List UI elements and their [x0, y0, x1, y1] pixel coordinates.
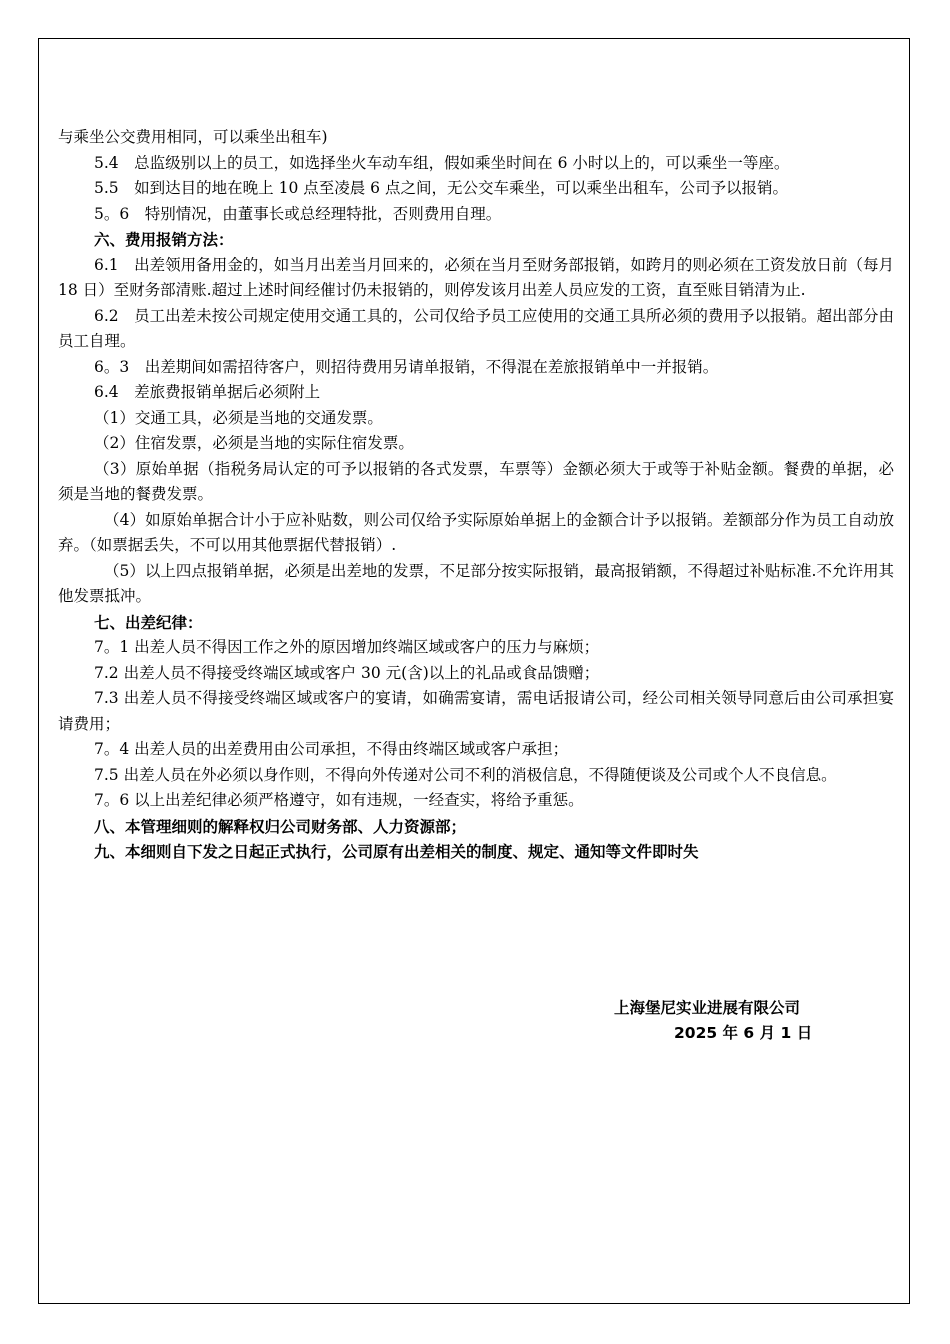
section-heading: 六、费用报销方法： [94, 230, 234, 249]
list-item: （1）交通工具，必须是当地的交通发票。 [94, 408, 383, 427]
paragraph: 5.4 总监级别以上的员工，如选择坐火车动车组，假如乘坐时间在 6 小时以上的，可以乘坐一等座。 [94, 153, 790, 172]
list-item: （5）以上四点报销单据，必须是出差地的发票，不足部分按实际报销，最高报销额，不得超过补贴标准.不允许用其他发票抵冲。 [58, 561, 894, 605]
paragraph: 7。1 出差人员不得因工作之外的原因增加终端区域或客户的压力与麻烦； [94, 638, 600, 656]
paragraph: 7.2 出差人员不得接受终端区域或客户 30 元(含)以上的礼品或食品馈赠； [94, 663, 600, 682]
paragraph: 5。6 特别情况，由董事长或总经理特批，否则费用自理。 [94, 204, 502, 223]
document-body [58, 125, 894, 865]
paragraph: 6.2 员工出差未按公司规定使用交通工具的，公司仅给予员工应使用的交通工具所必须的费用予以报销。超出部分由员工自理。 [58, 306, 894, 350]
section-heading: 七、出差纪律： [94, 612, 203, 632]
paragraph: 7。6 以上出差纪律必须严格遵守，如有违规，一经查实，将给予重惩。 [94, 791, 584, 809]
paragraph: 6。3 出差期间如需招待客户，则招待费用另请单报销，不得混在差旅报销单中一并报销。 [94, 357, 719, 376]
paragraph: 7.3 出差人员不得接受终端区域或客户的宴请，如确需宴请，需电话报请公司，经公司相关领导同意后由公司承担宴请费用； [58, 689, 894, 733]
paragraph: 7.5 出差人员在外必须以身作则，不得向外传递对公司不利的消极信息，不得随便谈及公司或个人不良信息。 [94, 765, 837, 784]
signature-company: 上海堡尼实业进展有限公司 [614, 999, 801, 1017]
paragraph: 5.5 如到达目的地在晚上 10 点至凌晨 6 点之间，无公交车乘坐，可以乘坐出租车，公司予以报销。 [94, 179, 788, 197]
section-heading: 八、本管理细则的解释权归公司财务部、人力资源部； [94, 816, 467, 836]
paragraph: 7。4 出差人员的出差费用由公司承担，不得由终端区域或客户承担； [94, 740, 569, 758]
paragraph: 6.1 出差领用备用金的，如当月出差当月回来的，必须在当月至财务部报销，如跨月的则必须在工资发放日前（每月 18 日）至财务部清账.超过上述时间经催讨仍未报销的，则停发该月出差人员应发的工资，直至账目销清为止. [58, 255, 894, 299]
paragraph: 与乘坐公交费用相同，可以乘坐出租车) [58, 128, 328, 146]
list-item: （2）住宿发票，必须是当地的实际住宿发票。 [94, 434, 414, 452]
signature-date: 2025 年 6 月 1 日 [674, 1024, 813, 1042]
list-item: （3）原始单据（指税务局认定的可予以报销的各式发票，车票等）金额必须大于或等于补贴金额。餐费的单据，必须是当地的餐费发票。 [58, 459, 894, 503]
paragraph: 6.4 差旅费报销单据后必须附上 [94, 383, 321, 401]
list-item: （4）如原始单据合计小于应补贴数，则公司仅给予实际原始单据上的金额合计予以报销。差额部分作为员工自动放弃。（如票据丢失，不可以用其他票据代替报销）. [58, 510, 894, 554]
section-heading: 九、本细则自下发之日起正式执行，公司原有出差相关的制度、规定、通知等文件即时失 [94, 842, 699, 861]
